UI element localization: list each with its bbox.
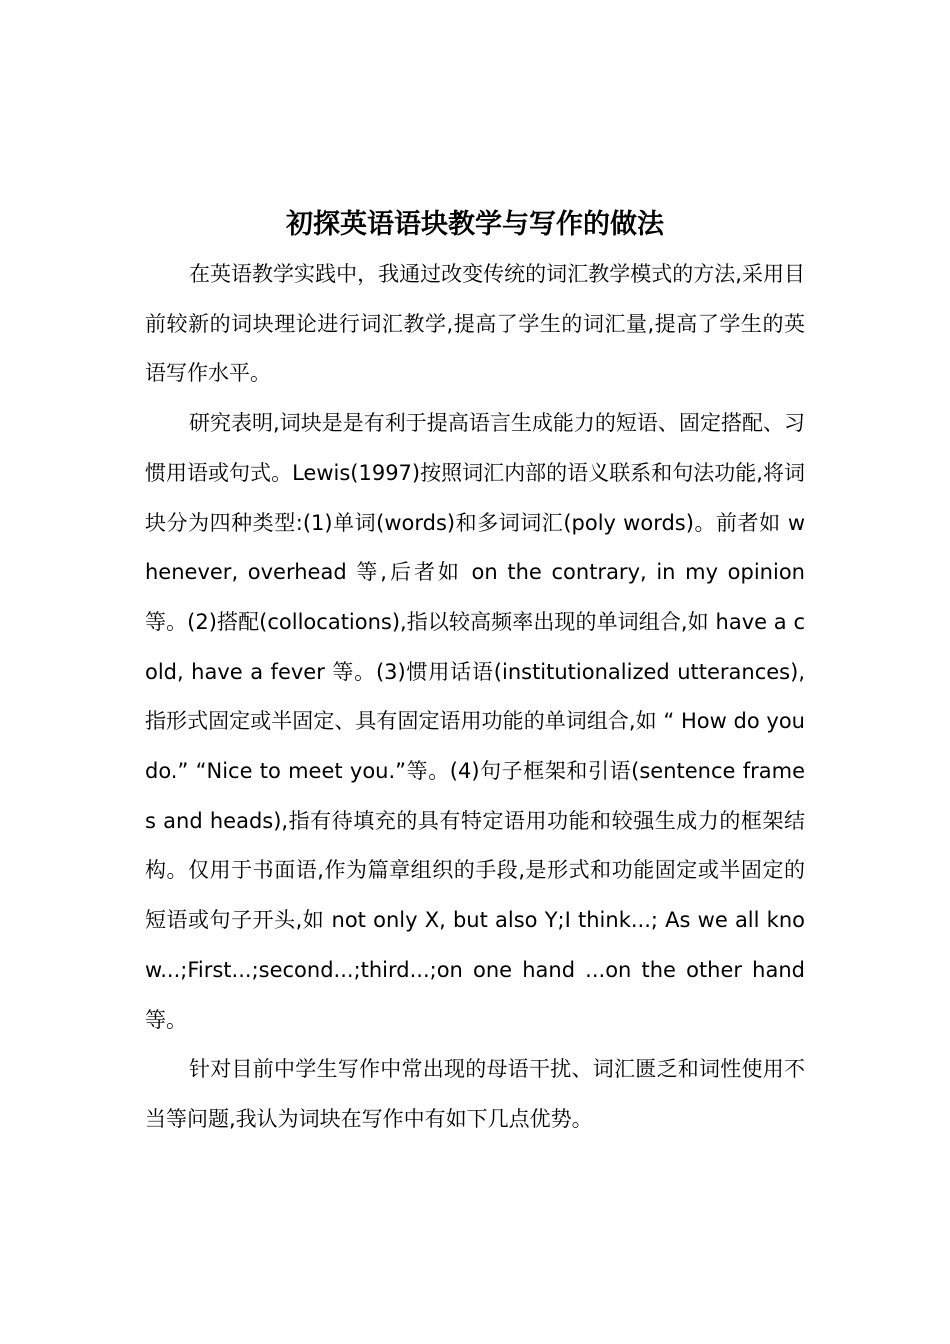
document-title: 初探英语语块教学与写作的做法 (286, 209, 664, 240)
paragraph-writing-advantages: 针对目前中学生写作中常出现的母语干扰、词汇匮乏和词性使用不当等问题,我认为词块在写作中有如下几点优势。 (145, 1057, 805, 1131)
document-body (145, 250, 805, 1145)
paragraph-intro: 在英语教学实践中，我通过改变传统的词汇教学模式的方法,采用目前较新的词块理论进行词汇教学,提高了学生的词汇量,提高了学生的英语写作水平。 (145, 262, 805, 386)
paragraph-lexical-chunk-types: 研究表明,词块是是有利于提高语言生成能力的短语、固定搭配、习惯用语或句式。Lewis(1997)按照词汇内部的语义联系和句法功能,将词块分为四种类型:(1)单词(words)和多词词汇(poly words)。前者如 whenever, overhead 等,后者如 on the contrary, in my opinion 等。(2)搭配(collocations),指以较高频率出现的单词组合,如 have a cold, have a fever 等。(3)惯用话语(institutionalized utterances),指形式固定或半固定、具有固定语用功能的单词组合,如 “ How do you do.” “Nice to meet you.”等。(4)句子框架和引语(sentence frames and heads),指有待填充的具有特定语用功能和较强生成力的框架结构。仅用于书面语,作为篇章组织的手段,是形式和功能固定或半固定的短语或句子开头,如 not only X, but also Y;I think...; As we all know...;First...;second...;third...;on one hand ...on the other hand 等。 (145, 411, 805, 1032)
